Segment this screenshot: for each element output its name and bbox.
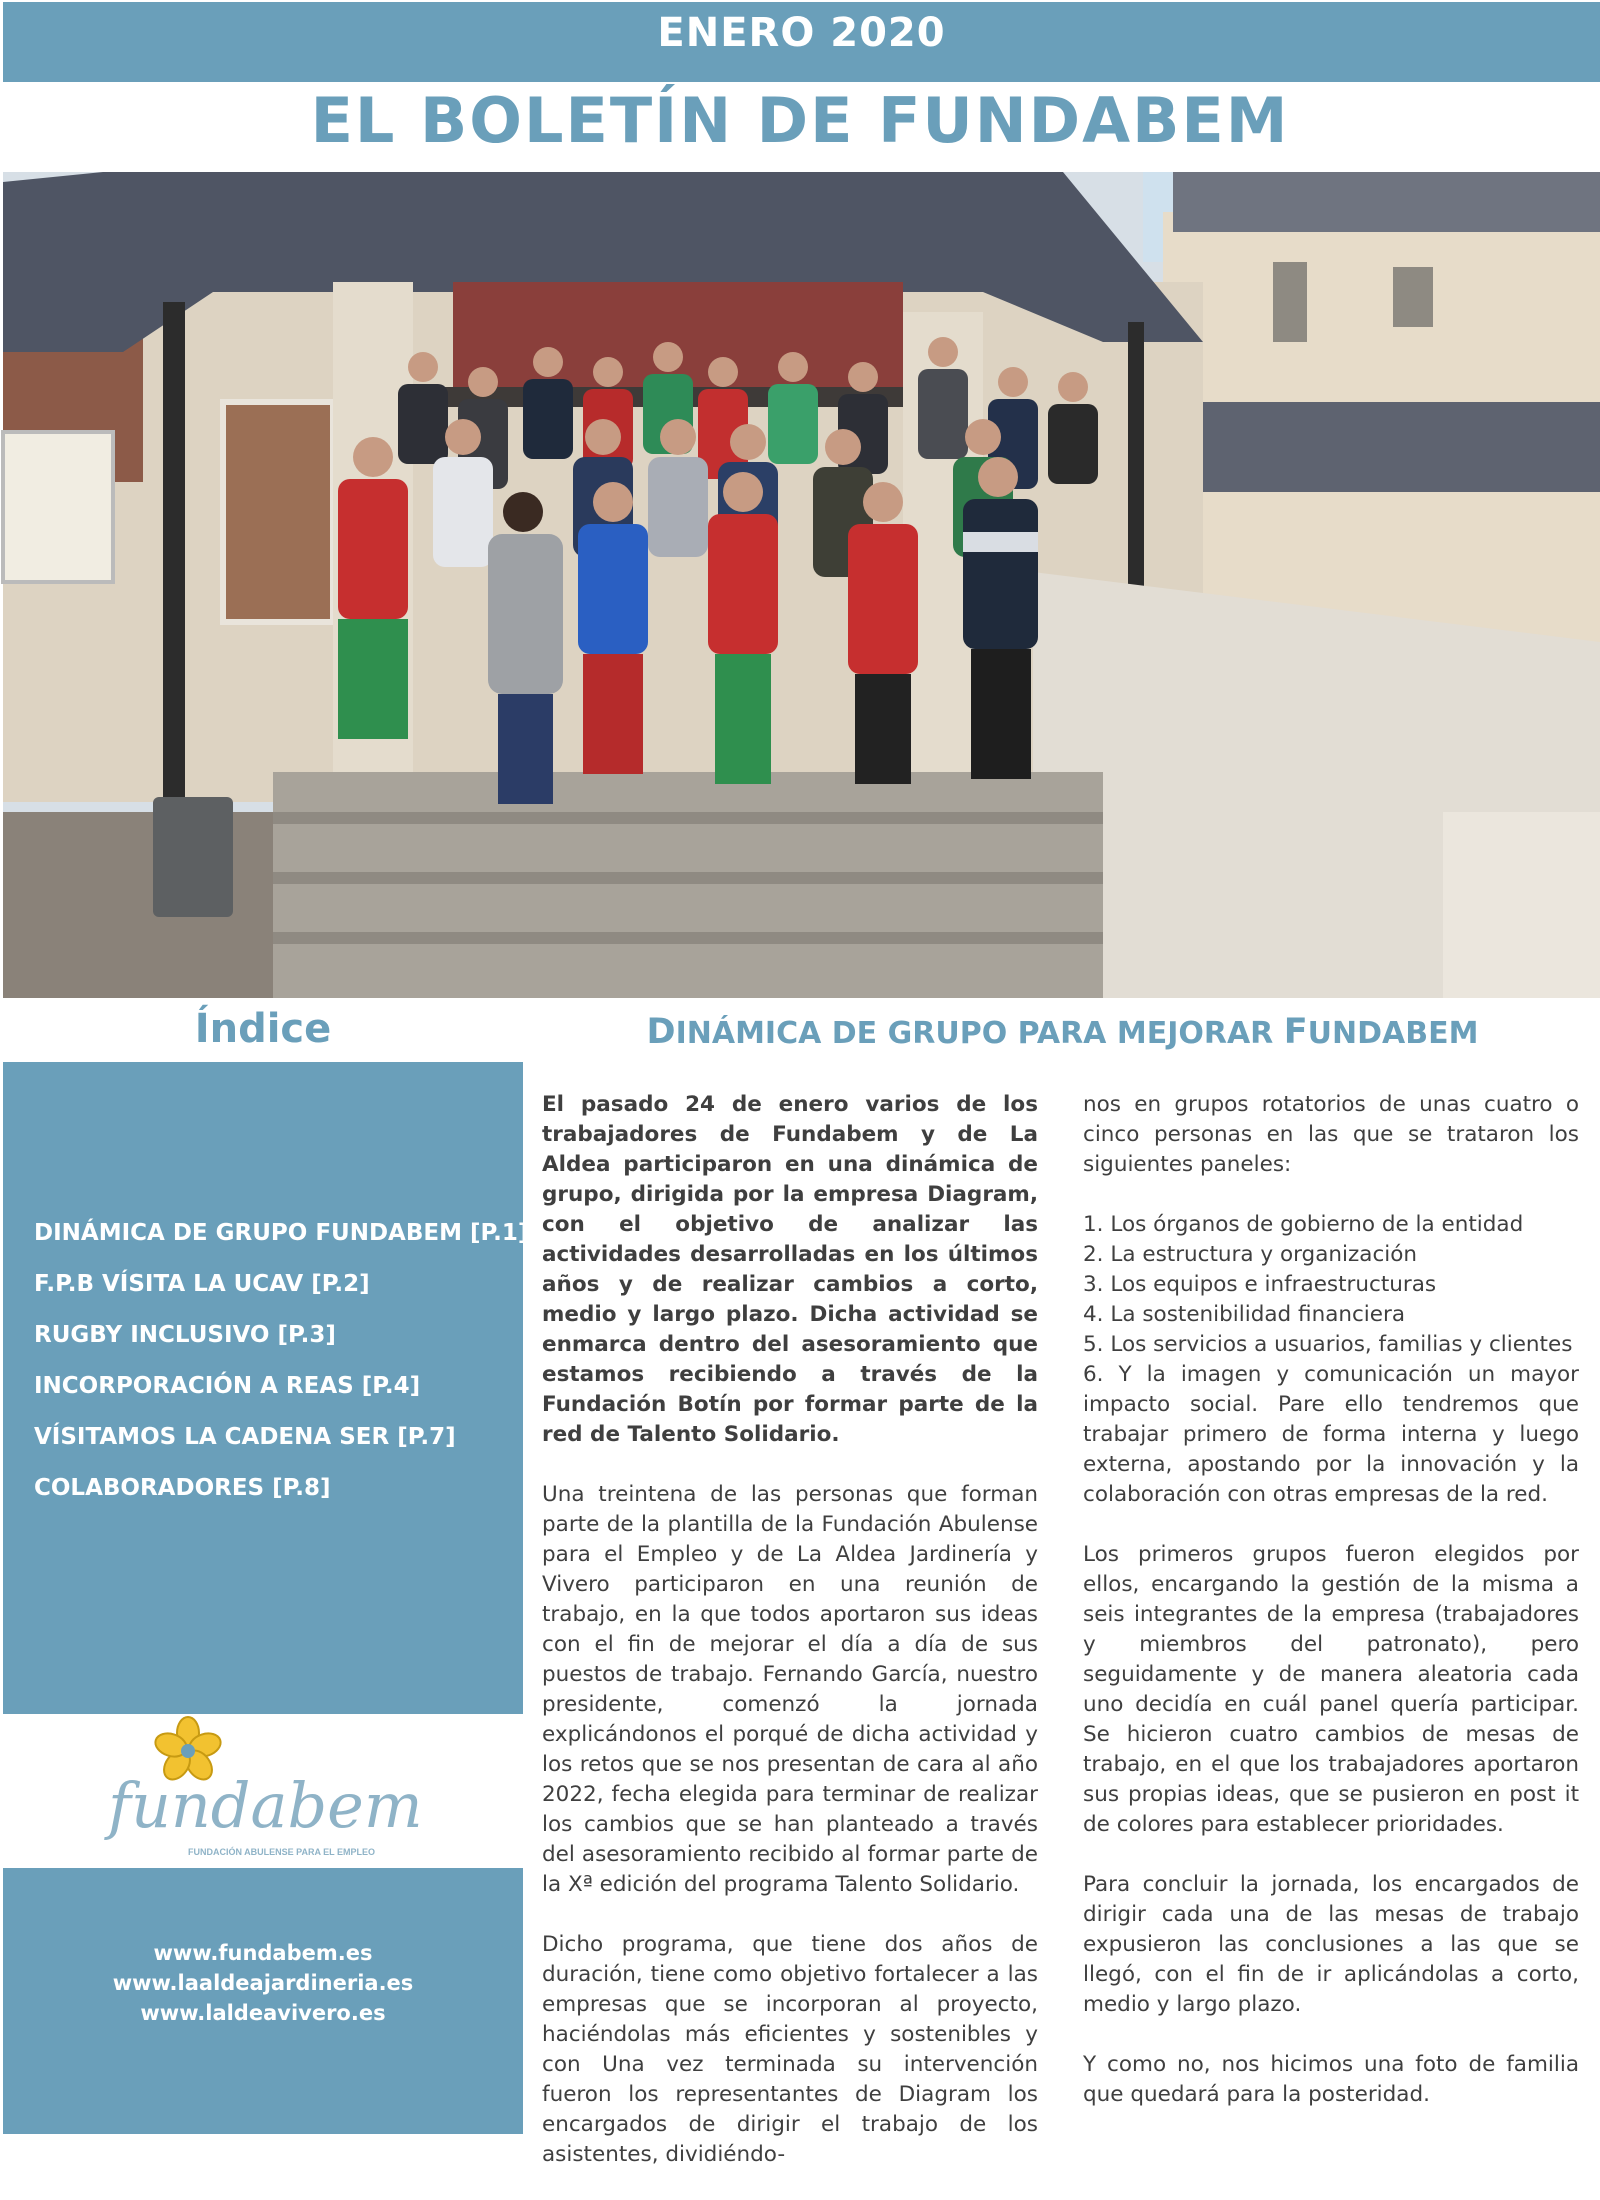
article-paragraph: 6. Y la imagen y comunicación un mayor impacto social. Pare ello tendremos que trabajar primero de forma interna y luego externa, apostando por la innovación y la colaboración con otras empresas de la red. (1083, 1362, 1579, 1507)
title-initial-d: D (646, 1012, 676, 1052)
link-aldea-jardineria[interactable]: www.laaldeajardineria.es (112, 1971, 414, 1995)
title-part-2: UNDABEM (1307, 1016, 1479, 1051)
group-photo (3, 172, 1600, 998)
link-fundabem[interactable]: www.fundabem.es (153, 1941, 373, 1965)
panels-list (1083, 1210, 1579, 1360)
index-item-cadena-ser[interactable]: VÍSITAMOS LA CADENA SER [P.7] (34, 1424, 456, 1450)
link-aldea-vivero[interactable]: www.laldeavivero.es (140, 2001, 386, 2025)
title-part-1: INÁMICA DE GRUPO PARA MEJORAR (675, 1016, 1284, 1051)
panel-item: 4. La sostenibilidad financiera (1083, 1302, 1406, 1327)
article-title (540, 1012, 1585, 1052)
article-paragraph: nos en grupos rotatorios de unas cuatro o cinco personas en las que se trataron los siguientes paneles: (1083, 1092, 1579, 1177)
issue-month: ENERO 2020 (657, 10, 946, 56)
article-column-right (1083, 1090, 1579, 2140)
panel-item: 5. Los servicios a usuarios, familias y clientes (1083, 1332, 1573, 1357)
panel-item: 3. Los equipos e infraestructuras (1083, 1272, 1437, 1297)
article-paragraph: Dicho programa, que tiene dos años de duración, tiene como objetivo fortalecer a las empresas que se incorporan al proyecto, haciéndolas más eficientes y sostenibles y con Una vez terminada su intervención fueron los representantes de Diagram los encargados de dirigir el trabajo de los asistentes, dividiéndo- (542, 1932, 1038, 2167)
fundabem-logo (100, 1715, 440, 1870)
index-item-rugby[interactable]: RUGBY INCLUSIVO [P.3] (34, 1322, 336, 1348)
logo-tagline: FUNDACIÓN ABULENSE PARA EL EMPLEO (188, 1847, 376, 1857)
website-links (3, 1938, 523, 2028)
flower-logo-icon (100, 1715, 440, 1870)
index-item-reas[interactable]: INCORPORACIÓN A REAS [P.4] (34, 1373, 421, 1399)
article-column-left (542, 1090, 1038, 2200)
index-item-colaboradores[interactable]: COLABORADORES [P.8] (34, 1475, 331, 1501)
header-band (3, 2, 1600, 82)
article-paragraph: Y como no, nos hicimos una foto de familia que quedará para la posteridad. (1083, 2052, 1579, 2107)
article-lead: El pasado 24 de enero varios de los trabajadores de Fundabem y de La Aldea participaron en una dinámica de grupo, dirigida por la empresa Diagram, con el objetivo de analizar las actividades desarrolladas en los últimos años y de realizar cambios a corto, medio y largo plazo. Dicha actividad se enmarca dentro del asesoramiento que estamos recibiendo a través de la Fundación Botín por formar parte de la red de Talento Solidario. (542, 1092, 1038, 1447)
article-paragraph: Una treintena de las personas que forman parte de la plantilla de la Fundación Abulense para el Empleo y de La Aldea Jardinería y Vivero participaron en una reunión de trabajo, en la que todos aportaron sus ideas con el fin de mejorar el día a día de sus puestos de trabajo. Fernando García, nuestro presidente, comenzó la jornada explicándonos el porqué de dicha actividad y los retos que se nos presentan de cara al año 2022, fecha elegida para terminar de realizar los cambios que se han planteado a través del asesoramiento recibido al formar parte de la Xª edición del programa Talento Solidario. (542, 1482, 1038, 1897)
panel-item: 2. La estructura y organización (1083, 1242, 1418, 1267)
title-initial-f: F (1283, 1012, 1308, 1052)
newsletter-title: EL BOLETÍN DE FUNDABEM (310, 84, 1290, 157)
article-paragraph: Para concluir la jornada, los encargados de dirigir cada una de las mesas de trabajo expusieron las conclusiones a las que se llegó, con el fin de ir aplicándolas a corto, medio y largo plazo. (1083, 1872, 1579, 2017)
index-item-fpb[interactable]: F.P.B VÍSITA LA UCAV [P.2] (34, 1271, 370, 1297)
index-list (34, 1216, 528, 1522)
article-paragraph: Los primeros grupos fueron elegidos por ellos, encargando la gestión de la misma a seis integrantes de la empresa (trabajadores y miembros del patronato), pero seguidamente y de manera aleatoria cada uno decidía en cuál panel quería participar. Se hicieron cuatro cambios de mesas de trabajo, en el que los trabajadores aportaron sus propias ideas, que se pusieron en post it de colores para establecer prioridades. (1083, 1542, 1579, 1837)
logo-wordmark: fundabem (108, 1769, 423, 1842)
group-photo-illustration (3, 172, 1600, 998)
index-item-dinamica[interactable]: DINÁMICA DE GRUPO FUNDABEM [P.1] (34, 1220, 529, 1246)
index-heading: Índice (194, 1006, 332, 1052)
panel-item: 1. Los órganos de gobierno de la entidad (1083, 1212, 1524, 1237)
